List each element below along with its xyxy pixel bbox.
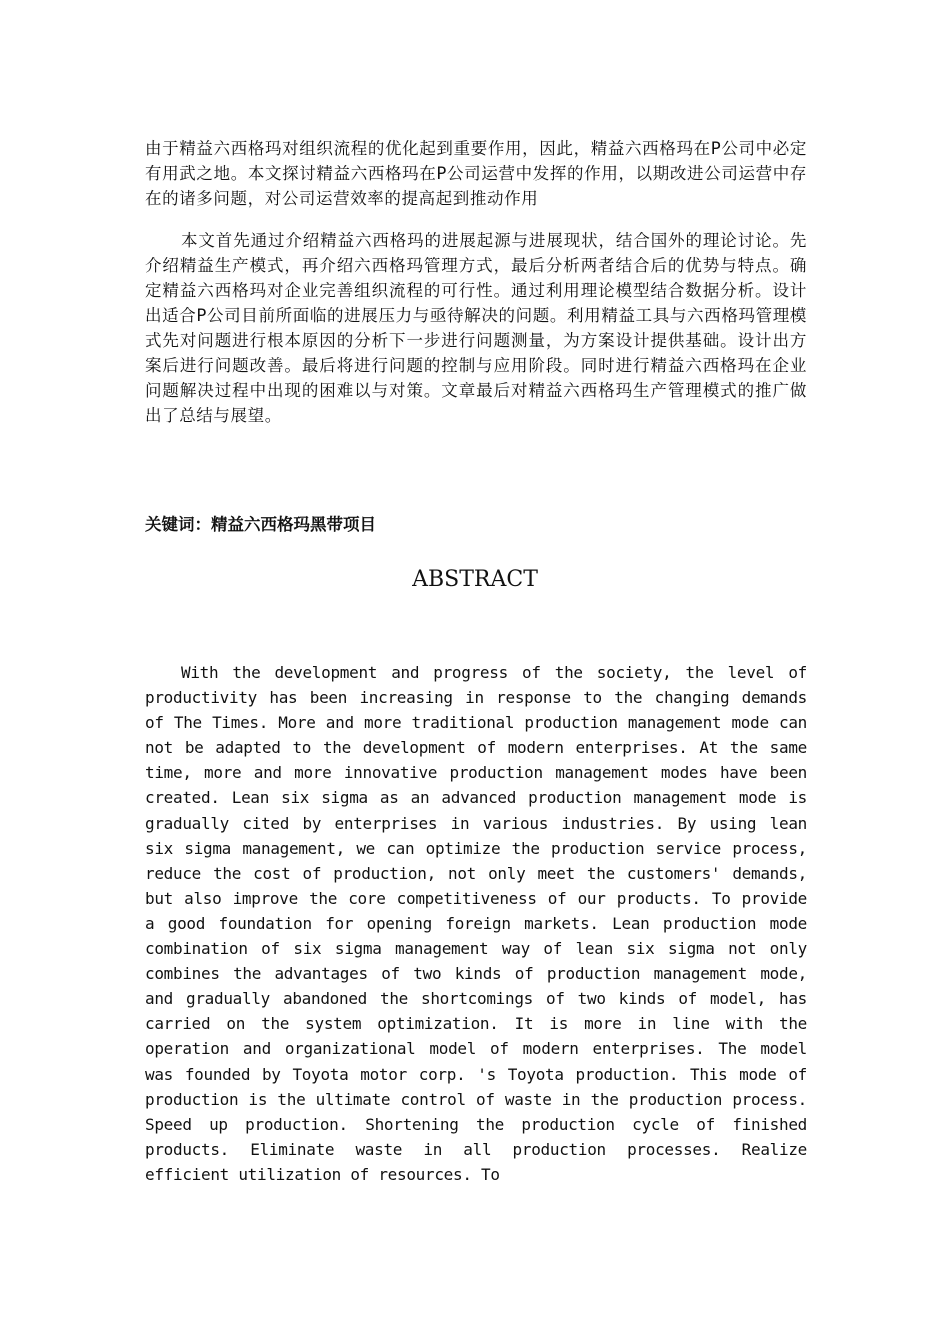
chinese-abstract-paragraph-1: 由于精益六西格玛对组织流程的优化起到重要作用，因此，精益六西格玛在P公司中必定有用武之地。本文探讨精益六西格玛在P公司运营中发挥的作用，以期改进公司运营中存在的诸多问题，对公司运营效率的提高起到推动作用: [145, 139, 807, 208]
chinese-abstract-paragraph-2: 本文首先通过介绍精益六西格玛的进展起源与进展现状，结合国外的理论讨论。先介绍精益生产模式，再介绍六西格玛管理方式，最后分析两者结合后的优势与特点。确定精益六西格玛对企业完善组织流程的可行性。通过利用理论模型结合数据分析。设计出适合P公司目前所面临的进展压力与亟待解决的问题。利用精益工具与六西格玛管理模式先对问题进行根本原因的分析下一步进行问题测量，为方案设计提供基础。设计出方案后进行问题改善。最后将进行问题的控制与应用阶段。同时进行精益六西格玛在企业问题解决过程中出现的困难以与对策。文章最后对精益六西格玛生产管理模式的推广做出了总结与展望。: [145, 231, 807, 425]
abstract-heading: ABSTRACT: [412, 567, 538, 592]
keywords-line: 关键词：精益六西格玛黑带项目: [145, 515, 376, 534]
english-abstract-paragraph: With the development and progress of the society, the level of productivity has been increasing in response to the changing demands of The Times. More and more traditional production management mode can not be adapted to the development of modern enterprises. At the same time, more and more innovative production management modes have been created. Lean six sigma as an advanced production management mode is gradually cited by enterprises in various industries. By using lean six sigma management, we can optimize the production service process, reduce the cost of production, not only meet the customers' demands, but also improve the core competitiveness of our products. To provide a good foundation for opening foreign markets. Lean production mode combination of six sigma management way of lean six sigma not only combines the advantages of two kinds of production management mode, and gradually abandoned the shortcomings of two kinds of model, has carried on the system optimization. It is more in line with the operation and organizational model of modern enterprises. The model was founded by Toyota motor corp. 's Toyota production. This mode of production is the ultimate control of waste in the production process. Speed up production. Shortening the production cycle of finished products. Eliminate waste in all production processes. Realize efficient utilization of resources. To: [145, 663, 807, 1184]
